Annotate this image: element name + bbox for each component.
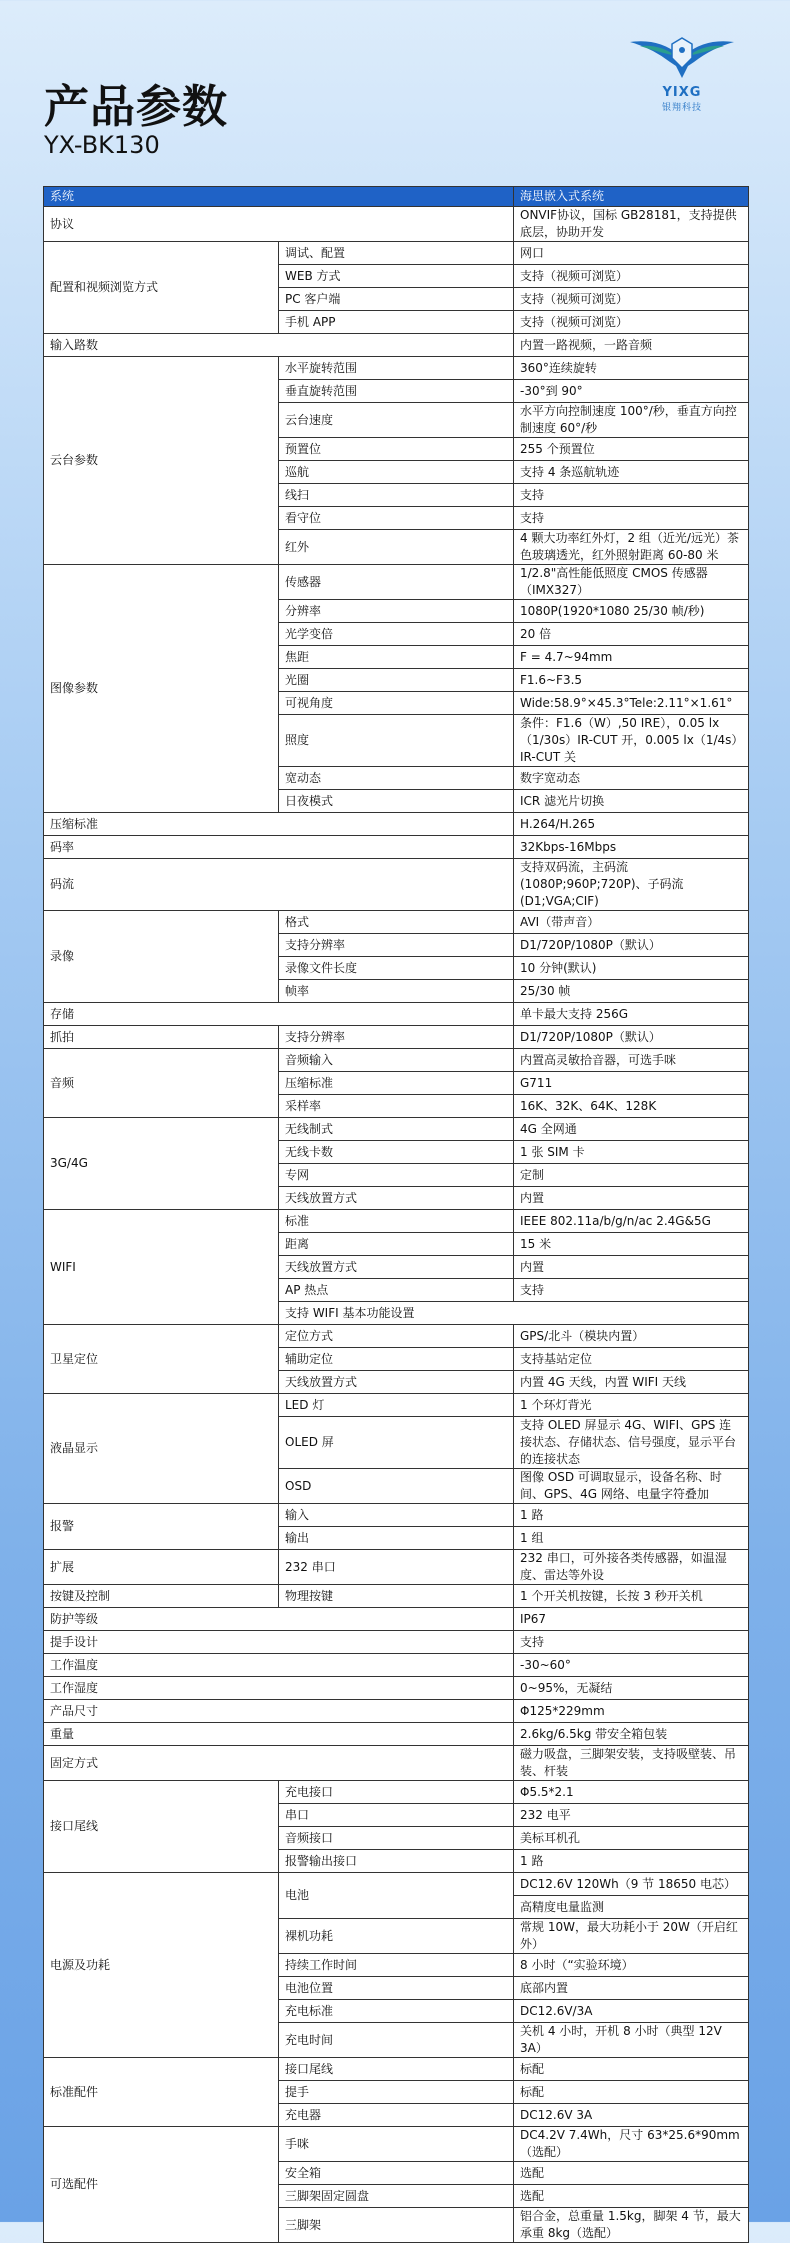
spec-cell: LED 灯 bbox=[279, 1394, 514, 1417]
table-row bbox=[44, 1723, 749, 1746]
table-row bbox=[44, 1003, 749, 1026]
table-row bbox=[44, 859, 749, 911]
spec-cell: 录像文件长度 bbox=[279, 957, 514, 980]
spec-cell: 云台参数 bbox=[44, 357, 279, 565]
spec-cell: AVI（带声音） bbox=[514, 911, 749, 934]
spec-cell: 支持 bbox=[514, 507, 749, 530]
spec-cell: 3G/4G bbox=[44, 1118, 279, 1210]
spec-cell: 焦距 bbox=[279, 646, 514, 669]
spec-cell: 内置高灵敏拾音器，可选手咪 bbox=[514, 1049, 749, 1072]
spec-cell: 音频输入 bbox=[279, 1049, 514, 1072]
spec-cell: 音频接口 bbox=[279, 1827, 514, 1850]
spec-cell: 提手设计 bbox=[44, 1631, 514, 1654]
spec-cell: WEB 方式 bbox=[279, 265, 514, 288]
spec-cell: 三脚架 bbox=[279, 2208, 514, 2243]
brand-logo bbox=[628, 32, 736, 113]
spec-cell: 高精度电量监测 bbox=[514, 1896, 749, 1919]
spec-cell: 充电器 bbox=[279, 2104, 514, 2127]
spec-cell: 16K、32K、64K、128K bbox=[514, 1095, 749, 1118]
spec-cell: 10 分钟(默认) bbox=[514, 957, 749, 980]
spec-cell: 报警 bbox=[44, 1504, 279, 1550]
spec-cell: 宽动态 bbox=[279, 767, 514, 790]
spec-cell: 网口 bbox=[514, 242, 749, 265]
spec-cell: 232 串口 bbox=[279, 1550, 514, 1585]
spec-cell: GPS/北斗（模块内置） bbox=[514, 1325, 749, 1348]
spec-cell: 扩展 bbox=[44, 1550, 279, 1585]
spec-cell: 充电标准 bbox=[279, 2000, 514, 2023]
spec-cell: F1.6~F3.5 bbox=[514, 669, 749, 692]
spec-cell: Φ5.5*2.1 bbox=[514, 1781, 749, 1804]
spec-cell: 8 小时（“实验环境） bbox=[514, 1954, 749, 1977]
spec-cell: 输出 bbox=[279, 1527, 514, 1550]
spec-cell: 垂直旋转范围 bbox=[279, 380, 514, 403]
table-row bbox=[44, 1608, 749, 1631]
spec-cell: 天线放置方式 bbox=[279, 1371, 514, 1394]
spec-cell: 无线卡数 bbox=[279, 1141, 514, 1164]
spec-cell: 输入 bbox=[279, 1504, 514, 1527]
spec-cell: 可选配件 bbox=[44, 2127, 279, 2243]
spec-cell: 采样率 bbox=[279, 1095, 514, 1118]
spec-cell: 单卡最大支持 256G bbox=[514, 1003, 749, 1026]
spec-cell: DC12.6V 3A bbox=[514, 2104, 749, 2127]
spec-cell: 磁力吸盘，三脚架安装，支持吸壁装、吊装、杆装 bbox=[514, 1746, 749, 1781]
spec-cell: 电源及功耗 bbox=[44, 1873, 279, 2058]
spec-cell: 255 个预置位 bbox=[514, 438, 749, 461]
spec-cell: 支持 bbox=[514, 484, 749, 507]
spec-cell: 红外 bbox=[279, 530, 514, 565]
table-row bbox=[44, 357, 749, 380]
spec-cell: 提手 bbox=[279, 2081, 514, 2104]
spec-cell: 支持分辨率 bbox=[279, 934, 514, 957]
spec-cell: 0~95%，无凝结 bbox=[514, 1677, 749, 1700]
spec-cell: PC 客户端 bbox=[279, 288, 514, 311]
table-row bbox=[44, 207, 749, 242]
spec-cell: 1 路 bbox=[514, 1504, 749, 1527]
spec-cell: 压缩标准 bbox=[279, 1072, 514, 1095]
spec-cell: 内置一路视频，一路音频 bbox=[514, 334, 749, 357]
table-row bbox=[44, 334, 749, 357]
table-row bbox=[44, 1049, 749, 1072]
spec-cell: 关机 4 小时，开机 8 小时（典型 12V 3A） bbox=[514, 2023, 749, 2058]
spec-cell: 选配 bbox=[514, 2162, 749, 2185]
spec-table bbox=[43, 186, 749, 2243]
spec-cell: 手咪 bbox=[279, 2127, 514, 2162]
table-row bbox=[44, 813, 749, 836]
spec-cell: WIFI bbox=[44, 1210, 279, 1325]
spec-cell: 常规 10W，最大功耗小于 20W（开启红外） bbox=[514, 1919, 749, 1954]
spec-cell: 液晶显示 bbox=[44, 1394, 279, 1504]
spec-cell: 辅助定位 bbox=[279, 1348, 514, 1371]
spec-cell: 云台速度 bbox=[279, 403, 514, 438]
spec-cell: OLED 屏 bbox=[279, 1417, 514, 1469]
spec-cell: 防护等级 bbox=[44, 1608, 514, 1631]
spec-cell: 报警输出接口 bbox=[279, 1850, 514, 1873]
spec-cell: 360°连续旋转 bbox=[514, 357, 749, 380]
spec-cell: 15 米 bbox=[514, 1233, 749, 1256]
spec-cell: 帧率 bbox=[279, 980, 514, 1003]
model-number: YX-BK130 bbox=[44, 131, 160, 159]
spec-cell: 2.6kg/6.5kg 带安全箱包装 bbox=[514, 1723, 749, 1746]
table-row bbox=[44, 1700, 749, 1723]
table-row bbox=[44, 1631, 749, 1654]
spec-cell: 条件：F1.6（W）,50 IRE），0.05 lx（1/30s）IR-CUT 开，0.005 lx（1/4s）IR-CUT 关 bbox=[514, 715, 749, 767]
spec-cell: 串口 bbox=[279, 1804, 514, 1827]
spec-cell: 可视角度 bbox=[279, 692, 514, 715]
logo-name: 银翔科技 bbox=[661, 103, 702, 113]
page-title: 产品参数 bbox=[44, 80, 229, 133]
spec-cell: 按键及控制 bbox=[44, 1585, 279, 1608]
spec-cell: 支持 4 条巡航轨迹 bbox=[514, 461, 749, 484]
spec-cell: 图像参数 bbox=[44, 565, 279, 813]
spec-cell: 支持（视频可浏览） bbox=[514, 288, 749, 311]
spec-cell: 专网 bbox=[279, 1164, 514, 1187]
spec-cell: DC12.6V 120Wh（9 节 18650 电芯） bbox=[514, 1873, 749, 1896]
spec-cell: 距离 bbox=[279, 1233, 514, 1256]
table-row bbox=[44, 1210, 749, 1233]
spec-cell: 裸机功耗 bbox=[279, 1919, 514, 1954]
spec-cell: 配置和视频浏览方式 bbox=[44, 242, 279, 334]
spec-cell: 美标耳机孔 bbox=[514, 1827, 749, 1850]
spec-cell: 巡航 bbox=[279, 461, 514, 484]
spec-cell: 1 路 bbox=[514, 1850, 749, 1873]
spec-cell: 支持双码流，主码流(1080P;960P;720P)、子码流(D1;VGA;CIF) bbox=[514, 859, 749, 911]
spec-cell: DC4.2V 7.4Wh，尺寸 63*25.6*90mm（选配） bbox=[514, 2127, 749, 2162]
spec-cell: 支持 bbox=[514, 1279, 749, 1302]
spec-cell: 支持基站定位 bbox=[514, 1348, 749, 1371]
spec-cell: 抓拍 bbox=[44, 1026, 279, 1049]
spec-cell: 接口尾线 bbox=[44, 1781, 279, 1873]
spec-cell: 充电时间 bbox=[279, 2023, 514, 2058]
spec-cell: 支持 OLED 屏显示 4G、WIFI、GPS 连接状态、存储状态、信号强度，显示平台的连接状态 bbox=[514, 1417, 749, 1469]
table-row bbox=[44, 1585, 749, 1608]
spec-cell: 天线放置方式 bbox=[279, 1256, 514, 1279]
table-row bbox=[44, 1550, 749, 1585]
spec-cell: 接口尾线 bbox=[279, 2058, 514, 2081]
spec-cell: 充电接口 bbox=[279, 1781, 514, 1804]
spec-cell: 格式 bbox=[279, 911, 514, 934]
table-row bbox=[44, 1394, 749, 1417]
spec-cell: 1 组 bbox=[514, 1527, 749, 1550]
spec-cell: 内置 bbox=[514, 1187, 749, 1210]
spec-cell: 1080P(1920*1080 25/30 帧/秒) bbox=[514, 600, 749, 623]
spec-cell: 1 张 SIM 卡 bbox=[514, 1141, 749, 1164]
spec-cell: IP67 bbox=[514, 1608, 749, 1631]
spec-cell: AP 热点 bbox=[279, 1279, 514, 1302]
table-row bbox=[44, 1325, 749, 1348]
table-row bbox=[44, 1781, 749, 1804]
spec-cell: 定位方式 bbox=[279, 1325, 514, 1348]
spec-cell: 水平方向控制速度 100°/秒，垂直方向控制速度 60°/秒 bbox=[514, 403, 749, 438]
spec-cell: 协议 bbox=[44, 207, 514, 242]
spec-cell: 产品尺寸 bbox=[44, 1700, 514, 1723]
spec-cell: 看守位 bbox=[279, 507, 514, 530]
spec-cell: 光学变倍 bbox=[279, 623, 514, 646]
spec-cell: 安全箱 bbox=[279, 2162, 514, 2185]
spec-cell: 底部内置 bbox=[514, 1977, 749, 2000]
table-row bbox=[44, 1026, 749, 1049]
spec-cell: DC12.6V/3A bbox=[514, 2000, 749, 2023]
spec-cell: 定制 bbox=[514, 1164, 749, 1187]
spec-cell: 压缩标准 bbox=[44, 813, 514, 836]
spec-cell: 无线制式 bbox=[279, 1118, 514, 1141]
spec-cell: ONVIF协议，国标 GB28181，支持提供底层，协助开发 bbox=[514, 207, 749, 242]
spec-cell: 1 个开关机按键，长按 3 秒开关机 bbox=[514, 1585, 749, 1608]
spec-cell: 1/2.8"高性能低照度 CMOS 传感器 （IMX327） bbox=[514, 565, 749, 600]
spec-cell: 232 串口，可外接各类传感器，如温湿度、雷达等外设 bbox=[514, 1550, 749, 1585]
spec-cell: 日夜模式 bbox=[279, 790, 514, 813]
spec-cell: H.264/H.265 bbox=[514, 813, 749, 836]
spec-cell: 码率 bbox=[44, 836, 514, 859]
spec-cell: 固定方式 bbox=[44, 1746, 514, 1781]
spec-cell: 光圈 bbox=[279, 669, 514, 692]
table-row bbox=[44, 1746, 749, 1781]
spec-cell: D1/720P/1080P（默认） bbox=[514, 1026, 749, 1049]
spec-cell: IEEE 802.11a/b/g/n/ac 2.4G&5G bbox=[514, 1210, 749, 1233]
table-row bbox=[44, 565, 749, 600]
spec-cell: 铝合金，总重量 1.5kg，脚架 4 节，最大承重 8kg（选配） bbox=[514, 2208, 749, 2243]
header-cell-system: 系统 bbox=[44, 187, 514, 207]
spec-cell: 20 倍 bbox=[514, 623, 749, 646]
spec-cell: OSD bbox=[279, 1469, 514, 1504]
spec-cell: 工作湿度 bbox=[44, 1677, 514, 1700]
table-row bbox=[44, 1677, 749, 1700]
spec-cell: 物理按键 bbox=[279, 1585, 514, 1608]
spec-cell: 照度 bbox=[279, 715, 514, 767]
spec-cell: 电池位置 bbox=[279, 1977, 514, 2000]
spec-cell: 支持分辨率 bbox=[279, 1026, 514, 1049]
table-row bbox=[44, 1654, 749, 1677]
spec-cell: 支持 WIFI 基本功能设置 bbox=[279, 1302, 749, 1325]
spec-cell: 232 电平 bbox=[514, 1804, 749, 1827]
spec-cell: 传感器 bbox=[279, 565, 514, 600]
eagle-shield-icon bbox=[628, 32, 736, 82]
table-row bbox=[44, 911, 749, 934]
spec-cell: 电池 bbox=[279, 1873, 514, 1919]
spec-cell: 持续工作时间 bbox=[279, 1954, 514, 1977]
spec-cell: 三脚架固定圆盘 bbox=[279, 2185, 514, 2208]
spec-cell: ICR 滤光片切换 bbox=[514, 790, 749, 813]
spec-cell: 标准配件 bbox=[44, 2058, 279, 2127]
spec-cell: 图像 OSD 可调取显示，设备名称、时间、GPS、4G 网络、电量字符叠加 bbox=[514, 1469, 749, 1504]
spec-cell: 数字宽动态 bbox=[514, 767, 749, 790]
spec-cell: 天线放置方式 bbox=[279, 1187, 514, 1210]
spec-cell: 预置位 bbox=[279, 438, 514, 461]
spec-cell: 选配 bbox=[514, 2185, 749, 2208]
table-row bbox=[44, 1118, 749, 1141]
spec-cell: 码流 bbox=[44, 859, 514, 911]
page-header bbox=[0, 0, 790, 180]
spec-cell: 内置 bbox=[514, 1256, 749, 1279]
spec-cell: Φ125*229mm bbox=[514, 1700, 749, 1723]
spec-cell: 25/30 帧 bbox=[514, 980, 749, 1003]
spec-cell: 调试、配置 bbox=[279, 242, 514, 265]
spec-cell: 卫星定位 bbox=[44, 1325, 279, 1394]
table-row bbox=[44, 836, 749, 859]
header-cell-value: 海思嵌入式系统 bbox=[514, 187, 749, 207]
spec-cell: 录像 bbox=[44, 911, 279, 1003]
spec-cell: 内置 4G 天线，内置 WIFI 天线 bbox=[514, 1371, 749, 1394]
table-row bbox=[44, 1873, 749, 1896]
spec-cell: 重量 bbox=[44, 1723, 514, 1746]
spec-cell: -30°到 90° bbox=[514, 380, 749, 403]
logo-brand: YIXG bbox=[662, 85, 702, 100]
spec-cell: 1 个环灯背光 bbox=[514, 1394, 749, 1417]
table-row bbox=[44, 2127, 749, 2162]
spec-cell: -30~60° bbox=[514, 1654, 749, 1677]
spec-cell: 音频 bbox=[44, 1049, 279, 1118]
spec-cell: F = 4.7~94mm bbox=[514, 646, 749, 669]
spec-cell: G711 bbox=[514, 1072, 749, 1095]
spec-cell: 4 颗大功率红外灯，2 组（近光/远光）茶色玻璃透光，红外照射距离 60-80 米 bbox=[514, 530, 749, 565]
spec-cell: 标准 bbox=[279, 1210, 514, 1233]
spec-cell: 存储 bbox=[44, 1003, 514, 1026]
spec-cell: 32Kbps-16Mbps bbox=[514, 836, 749, 859]
spec-cell: 4G 全网通 bbox=[514, 1118, 749, 1141]
spec-cell: 支持 bbox=[514, 1631, 749, 1654]
spec-cell: Wide:58.9°×45.3°Tele:2.11°×1.61° bbox=[514, 692, 749, 715]
table-row bbox=[44, 2058, 749, 2081]
table-header-row bbox=[44, 187, 749, 207]
spec-cell: D1/720P/1080P（默认） bbox=[514, 934, 749, 957]
table-row bbox=[44, 1504, 749, 1527]
spec-cell: 工作温度 bbox=[44, 1654, 514, 1677]
spec-cell: 标配 bbox=[514, 2081, 749, 2104]
table-row bbox=[44, 242, 749, 265]
spec-cell: 支持（视频可浏览） bbox=[514, 265, 749, 288]
spec-cell: 线扫 bbox=[279, 484, 514, 507]
spec-cell: 水平旋转范围 bbox=[279, 357, 514, 380]
spec-cell: 支持（视频可浏览） bbox=[514, 311, 749, 334]
spec-cell: 输入路数 bbox=[44, 334, 514, 357]
spec-cell: 标配 bbox=[514, 2058, 749, 2081]
spec-cell: 手机 APP bbox=[279, 311, 514, 334]
spec-cell: 分辨率 bbox=[279, 600, 514, 623]
